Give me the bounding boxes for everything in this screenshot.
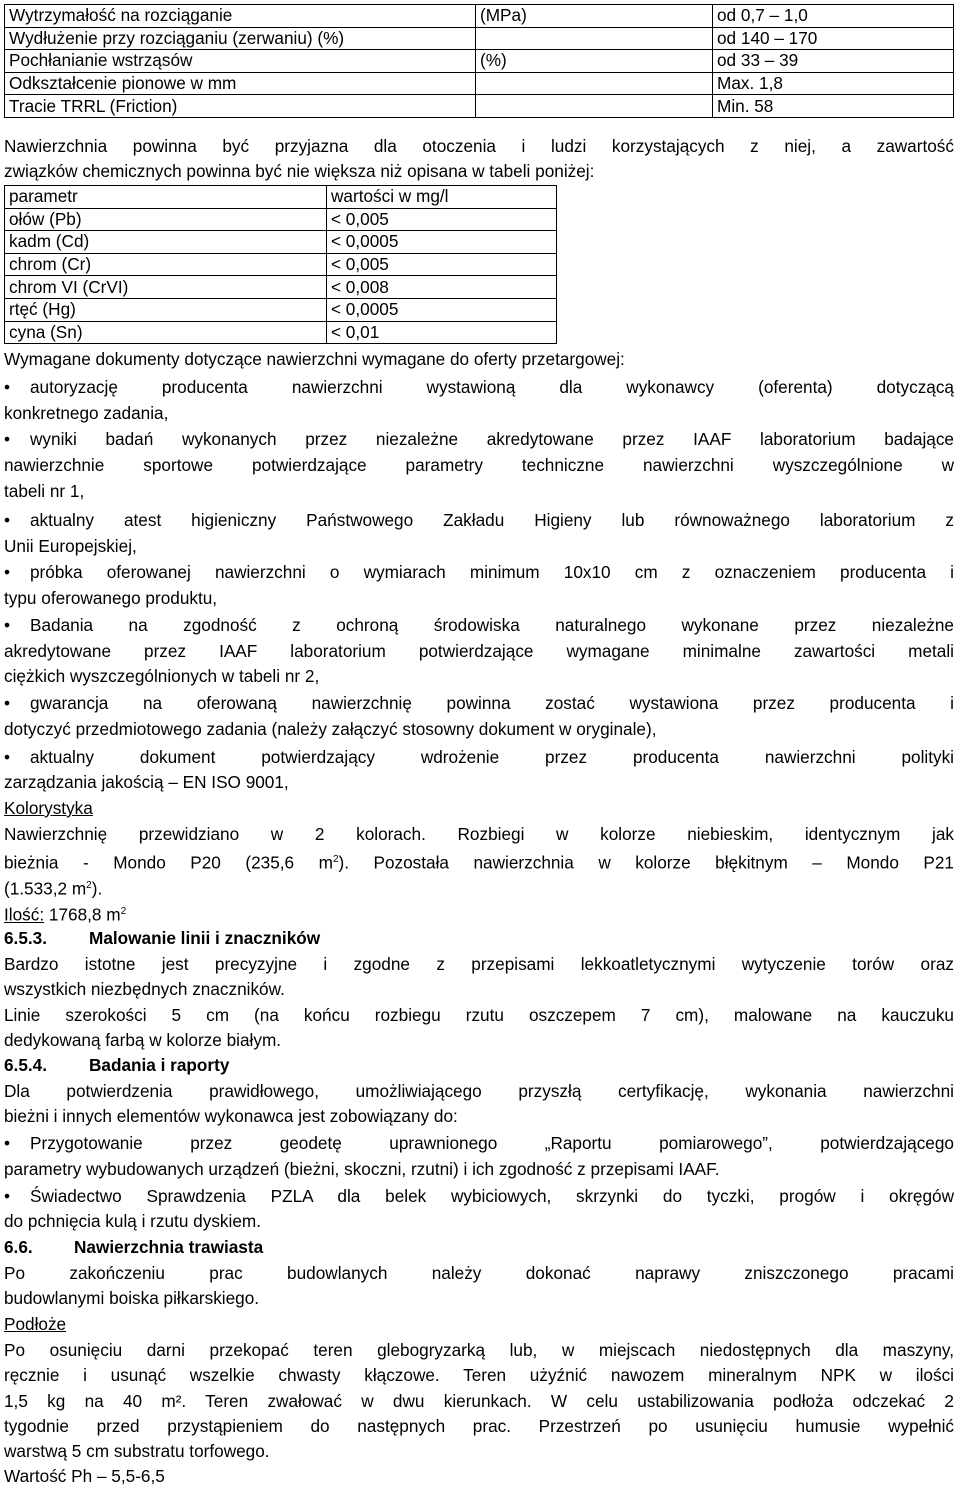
section-number: 6.6. [4, 1237, 33, 1257]
list-item-continuation: zarządzania jakością – EN ISO 9001, [4, 772, 289, 792]
prop-value: Max. 1,8 [713, 72, 954, 95]
bullet-icon: • [4, 747, 11, 767]
paragraph-line: bieżni i innych elementów wykonawca jest zobowiązany do: [4, 1106, 458, 1126]
metal-name: rtęć (Hg) [5, 298, 327, 321]
bullet-icon: • [4, 562, 11, 582]
table-row [5, 95, 954, 118]
list-item-continuation: typu oferowanego produktu, [4, 588, 218, 608]
bullet-icon: • [4, 615, 11, 635]
ilosc-label: Ilość: [4, 904, 45, 925]
prop-unit [476, 95, 713, 118]
list-item-continuation: nawierzchnie sportowe potwierdzające parametry techniczne nawierzchni wyszczególnione w [4, 455, 954, 475]
bullet-icon: • [4, 429, 11, 449]
metal-limit: < 0,01 [327, 321, 557, 344]
paragraph-line: Po osunięciu darni przekopać teren glebogryzarką lub, w miejscach niedostępnych dla maszyny, [4, 1340, 954, 1360]
section-title: Nawierzchnia trawiasta [74, 1237, 264, 1257]
list-item: • wyniki badań wykonanych przez niezależne akredytowane przez IAAF laboratorium badające [4, 426, 954, 452]
prop-unit [476, 27, 713, 50]
paragraph-line: Bardzo istotne jest precyzyjne i zgodne z przepisami lekkoatletycznymi wytyczenie torów oraz [4, 954, 954, 974]
bullet-icon: • [4, 510, 11, 530]
column-header: parametr [5, 186, 327, 209]
table-row [5, 5, 954, 28]
list-item-continuation: konkretnego zadania, [4, 403, 169, 423]
section-number: 6.5.3. [4, 928, 48, 948]
paragraph-line: 1,5 kg na 40 m². Teren zwałować w dwu kierunkach. W celu ustabilizowania podłoża odczekać 2 [4, 1391, 954, 1411]
metal-limit: < 0,0005 [327, 298, 557, 321]
list-item-continuation: dotyczyć przedmiotowego zadania (należy załączyć stosowny dokument w oryginale), [4, 719, 657, 739]
prop-value: od 140 – 170 [713, 27, 954, 50]
section-heading [4, 925, 954, 951]
list-item-continuation: do pchnięcia kulą i rzutu dyskiem. [4, 1211, 261, 1231]
table-row [5, 276, 557, 299]
section-heading [4, 1234, 954, 1260]
paragraph-line: Nawierzchnia powinna być przyjazna dla otoczenia i ludzi korzystających z niej, a zawartość [4, 136, 954, 156]
list-item: • Przygotowanie przez geodetę uprawnionego „Raportu pomiarowego”, potwierdzającego [4, 1130, 954, 1156]
section-title: Malowanie linii i znaczników [89, 928, 321, 948]
list-item-continuation: akredytowane przez IAAF laboratorium potwierdzające wymagane minimalne zawartości metali [4, 641, 954, 661]
prop-value: Min. 58 [713, 95, 954, 118]
list-item: • gwarancja na oferowaną nawierzchnię powinna zostać wystawiona przez producenta i [4, 690, 954, 716]
paragraph-line: Linie szerokości 5 cm (na końcu rozbiegu rzutu oszczepem 7 cm), malowane na kauczuku [4, 1005, 954, 1025]
metals-table [4, 185, 557, 344]
quantity-line: Ilość: 1768,8 $m^2$ [4, 904, 127, 925]
prop-name: Odkształcenie pionowe w mm [5, 72, 476, 95]
table-row [5, 298, 557, 321]
prop-name: Tracie TRRL (Friction) [5, 95, 476, 118]
paragraph-line: Po zakończeniu prac budowlanych należy dokonać naprawy zniszczonego pracami [4, 1263, 954, 1283]
paragraph-line: wszystkich niezbędnych znaczników. [4, 979, 285, 999]
paragraph-line: warstwą 5 cm substratu torfowego. [4, 1441, 270, 1461]
metal-name: cyna (Sn) [5, 321, 327, 344]
section-title: Badania i raporty [89, 1055, 230, 1075]
paragraph-line: (1.533,2 $m^2$). [4, 878, 103, 899]
metal-limit: < 0,0005 [327, 231, 557, 254]
list-item: • próbka oferowanej nawierzchni o wymiarach minimum 10x10 cm z oznaczeniem producenta i [4, 559, 954, 585]
list-item-continuation: tabeli nr 1, [4, 481, 85, 501]
paragraph-line: Dla potwierdzenia prawidłowego, umożliwiającego przyszłą certyfikację, wykonania nawierzchni [4, 1081, 954, 1101]
prop-unit: (MPa) [476, 5, 713, 28]
list-item: • autoryzację producenta nawierzchni wystawioną dla wykonawcy (oferenta) dotyczącą [4, 374, 954, 400]
list-item-continuation: Unii Europejskiej, [4, 536, 137, 556]
paragraph-line: ręcznie i usunąć wszelkie chwasty kłączowe. Teren użyźnić nawozem mineralnym NPK w ilości [4, 1365, 954, 1385]
table-row [5, 72, 954, 95]
bullet-icon: • [4, 1186, 11, 1206]
paragraph-line: dedykowaną farbą w kolorze białym. [4, 1030, 282, 1050]
prop-unit [476, 72, 713, 95]
bullet-icon: • [4, 1133, 11, 1153]
metal-limit: < 0,005 [327, 208, 557, 231]
table-row [5, 253, 557, 276]
list-item: • aktualny dokument potwierdzający wdrożenie przez producenta nawierzchni polityki [4, 744, 954, 770]
table-row [5, 50, 954, 73]
metal-name: kadm (Cd) [5, 231, 327, 254]
list-item: • Świadectwo Sprawdzenia PZLA dla belek wybiciowych, skrzynki do tyczki, progów i okręgów [4, 1183, 954, 1209]
prop-value: od 33 – 39 [713, 50, 954, 73]
prop-name: Pochłanianie wstrząsów [5, 50, 476, 73]
metal-name: chrom VI (CrVI) [5, 276, 327, 299]
prop-name: Wytrzymałość na rozciąganie [5, 5, 476, 28]
kolorystyka-heading: Kolorystyka [4, 798, 93, 818]
bullet-icon: • [4, 377, 11, 397]
paragraph-line: bieżnia - Mondo P20 (235,6 $m^2$). Pozostała nawierzchnia w kolorze błękitnym – Mondo P21 [4, 852, 954, 873]
paragraph-line: tygodnie przed przystąpieniem do następnych prac. Przestrzeń po usunięciu humusie wypełnić [4, 1416, 954, 1436]
list-item-continuation: parametry wybudowanych urządzeń (bieżni, skoczni, rzutni) i ich zgodność z przepisami IAAF. [4, 1159, 720, 1179]
prop-unit: (%) [476, 50, 713, 73]
list-item-continuation: ciężkich wyszczególnionych w tabeli nr 2, [4, 666, 320, 686]
table-row [5, 321, 557, 344]
metal-limit: < 0,005 [327, 253, 557, 276]
prop-value: od 0,7 – 1,0 [713, 5, 954, 28]
table-row [5, 231, 557, 254]
documents-heading: Wymagane dokumenty dotyczące nawierzchni wymagane do oferty przetargowej: [4, 349, 625, 369]
section-number: 6.5.4. [4, 1055, 48, 1075]
table-header-row [5, 186, 557, 209]
column-header: wartości w mg/l [327, 186, 557, 209]
properties-table [4, 4, 954, 118]
list-item: • aktualny atest higieniczny Państwowego Zakładu Higieny lub równoważnego laboratorium z [4, 507, 954, 533]
prop-name: Wydłużenie przy rozciąganiu (zerwaniu) (%) [5, 27, 476, 50]
ilosc-value: 1768,8 m [44, 904, 121, 925]
paragraph-line: związków chemicznych powinna być nie większa niż opisana w tabeli poniżej: [4, 161, 595, 181]
metal-name: chrom (Cr) [5, 253, 327, 276]
list-item: • Badania na zgodność z ochroną środowiska naturalnego wykonane przez niezależne [4, 612, 954, 638]
metal-name: ołów (Pb) [5, 208, 327, 231]
paragraph-line: Nawierzchnię przewidziano w 2 kolorach. Rozbiegi w kolorze niebieskim, identycznym jak [4, 824, 954, 844]
metal-limit: < 0,008 [327, 276, 557, 299]
paragraph-line: budowlanymi boiska piłkarskiego. [4, 1288, 260, 1308]
bullet-icon: • [4, 693, 11, 713]
ph-value-line: Wartość Ph – 5,5-6,5 [4, 1466, 165, 1486]
section-heading [4, 1052, 954, 1078]
table-row [5, 27, 954, 50]
table-row [5, 208, 557, 231]
podloze-heading: Podłoże [4, 1314, 67, 1334]
